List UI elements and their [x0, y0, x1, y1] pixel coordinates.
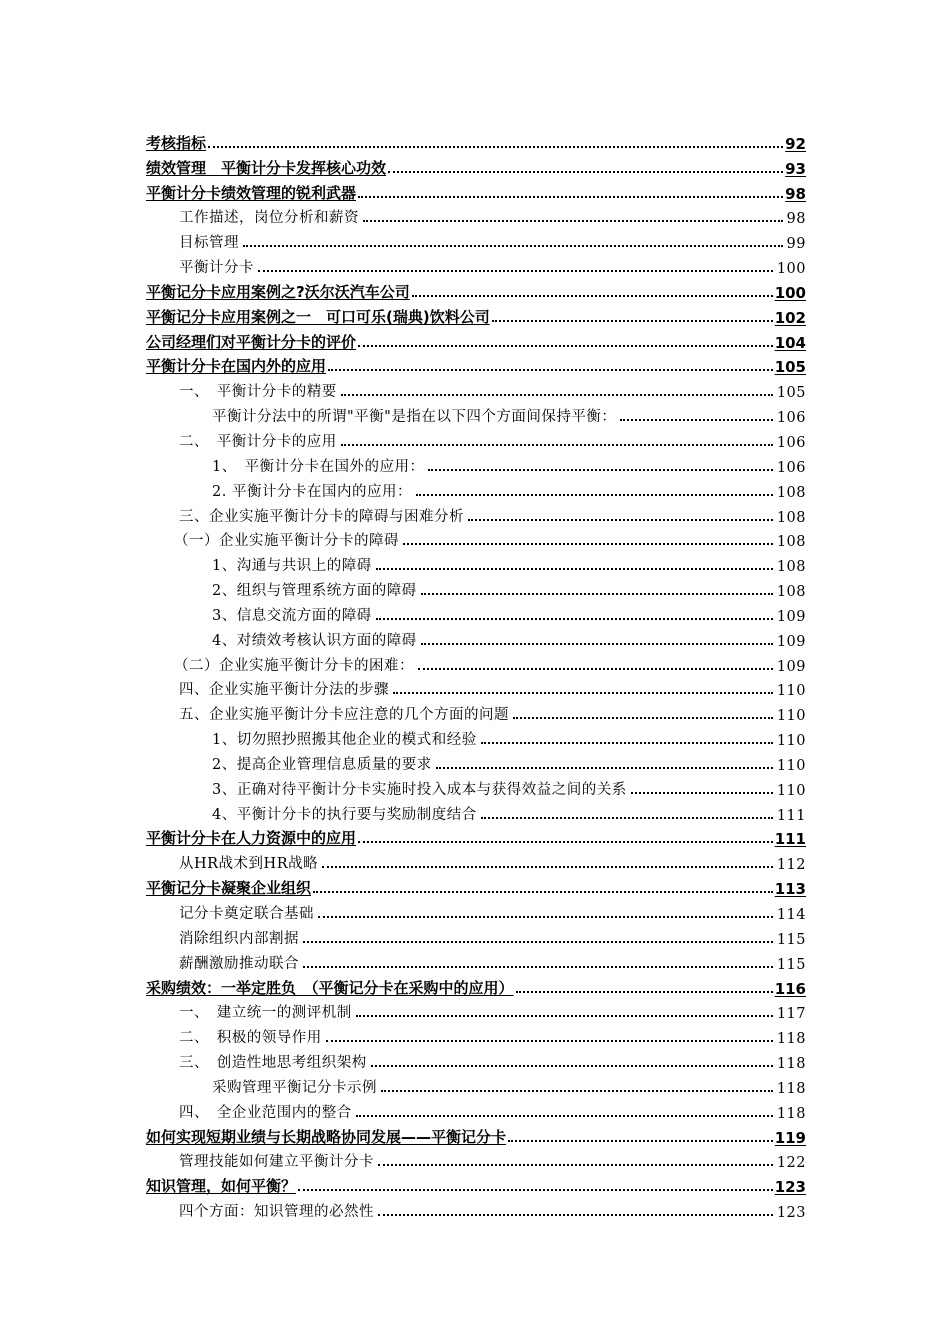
dot-leader [258, 270, 773, 272]
toc-entry[interactable] [146, 401, 806, 426]
toc-entry-page-number: 118 [776, 1105, 806, 1122]
dot-leader [322, 866, 773, 868]
dot-leader [376, 618, 773, 620]
toc-entry-title: 公司经理们对平衡计分卡的评价 [146, 332, 357, 351]
toc-entry-page-number: 106 [776, 434, 806, 451]
toc-entry-page-number: 123 [776, 1205, 806, 1222]
toc-entry-page-number: 104 [774, 333, 806, 352]
dot-leader [378, 1164, 773, 1166]
toc-entry[interactable] [146, 203, 806, 228]
toc-heading-entry[interactable] [146, 873, 806, 898]
toc-entry-page-number: 109 [776, 633, 806, 650]
toc-entry-title: 三、 创造性地思考组织架构 [179, 1055, 367, 1072]
toc-entry-title: 二、 积极的领导作用 [179, 1030, 322, 1047]
toc-entry-page-number: 115 [776, 931, 806, 948]
toc-entry-title: 如何实现短期业绩与长期战略协同发展——平衡记分卡 [146, 1127, 507, 1146]
toc-entry-title: 4、对绩效考核认识方面的障碍 [212, 632, 417, 649]
toc-entry-title: 薪酬激励推动联合 [179, 955, 299, 972]
toc-entry[interactable] [146, 1147, 806, 1172]
dot-leader [403, 543, 773, 545]
toc-entry-title: 考核指标 [146, 133, 207, 152]
toc-entry-title: 一、 平衡计分卡的精要 [179, 384, 337, 401]
toc-entry-page-number: 117 [776, 1006, 806, 1023]
toc-entry-page-number: 110 [776, 708, 806, 725]
toc-heading-entry[interactable] [146, 302, 806, 327]
toc-entry-title: 4、平衡计分卡的执行要与奖励制度结合 [212, 806, 477, 823]
toc-entry-title: 3、信息交流方面的障碍 [212, 607, 372, 624]
dot-leader [378, 1214, 773, 1216]
toc-entry-title: （一）企业实施平衡计分卡的障碍 [174, 533, 399, 550]
toc-entry-page-number: 110 [776, 683, 806, 700]
toc-entry-title: 绩效管理 平衡计分卡发挥核心功效 [146, 158, 387, 177]
toc-heading-entry[interactable] [146, 1122, 806, 1147]
toc-entry-title: 知识管理，如何平衡？ [146, 1177, 297, 1196]
toc-entry[interactable] [146, 426, 806, 451]
toc-heading-entry[interactable] [146, 153, 806, 178]
dot-leader [381, 1090, 773, 1092]
toc-entry[interactable] [146, 252, 806, 277]
toc-entry-page-number: 108 [776, 509, 806, 526]
toc-entry[interactable] [146, 227, 806, 252]
dot-leader [356, 1015, 773, 1017]
toc-entry-page-number: 108 [776, 584, 806, 601]
dot-leader [412, 295, 773, 297]
dot-leader [376, 568, 773, 570]
toc-entry-page-number: 115 [776, 956, 806, 973]
toc-entry-title: 1、切勿照抄照搬其他企业的模式和经验 [212, 732, 477, 749]
dot-leader [298, 1189, 773, 1191]
toc-entry[interactable] [146, 1072, 806, 1097]
toc-entry-page-number: 111 [774, 830, 806, 849]
toc-entry-title: 2. 平衡计分卡在国内的应用： [212, 483, 412, 500]
dot-leader [492, 320, 773, 322]
toc-entry[interactable] [146, 724, 806, 749]
toc-entry[interactable] [146, 376, 806, 401]
toc-entry-title: 平衡计分法中的所谓"平衡"是指在以下四个方面间保持平衡： [212, 409, 617, 426]
toc-entry-title: 平衡计分卡绩效管理的锐利武器 [146, 183, 357, 202]
dot-leader [481, 817, 773, 819]
dot-leader [318, 916, 773, 918]
toc-entry[interactable] [146, 998, 806, 1023]
dot-leader [513, 717, 773, 719]
toc-entry-title: 一、 建立统一的测评机制 [179, 1005, 352, 1022]
dot-leader [428, 469, 772, 471]
toc-entry[interactable] [146, 675, 806, 700]
toc-entry-title: 采购管理平衡记分卡示例 [212, 1079, 377, 1096]
toc-entry[interactable] [146, 1022, 806, 1047]
toc-entry-title: 1、沟通与共识上的障碍 [212, 558, 372, 575]
toc-entry-page-number: 106 [776, 410, 806, 427]
toc-entry-title: 三、企业实施平衡计分卡的障碍与困难分析 [179, 508, 464, 525]
toc-heading-entry[interactable] [146, 352, 806, 377]
toc-entry[interactable] [146, 600, 806, 625]
toc-entry-page-number: 98 [786, 211, 806, 228]
toc-entry-title: 平衡记分卡凝聚企业组织 [146, 879, 312, 898]
toc-entry[interactable] [146, 774, 806, 799]
dot-leader [631, 792, 773, 794]
dot-leader [341, 444, 773, 446]
dot-leader [481, 742, 773, 744]
toc-entry[interactable] [146, 898, 806, 923]
dot-leader [358, 196, 783, 198]
toc-entry-page-number: 102 [774, 308, 806, 327]
toc-entry-title: 平衡计分卡在人力资源中的应用 [146, 829, 357, 848]
dot-leader [508, 1140, 773, 1142]
toc-entry-title: 2、提高企业管理信息质量的要求 [212, 756, 432, 773]
toc-entry-title: 四、企业实施平衡计分法的步骤 [179, 682, 389, 699]
toc-entry-page-number: 98 [785, 184, 806, 203]
toc-entry-page-number: 114 [776, 907, 806, 923]
dot-leader [421, 643, 773, 645]
dot-leader [371, 1065, 773, 1067]
dot-leader [516, 991, 773, 993]
toc-entry[interactable] [146, 948, 806, 973]
toc-entry-title: 四、 全企业范围内的整合 [179, 1104, 352, 1121]
toc-entry-title: 管理技能如何建立平衡计分卡 [179, 1154, 374, 1171]
dot-leader [303, 966, 773, 968]
toc-entry-title: 2、组织与管理系统方面的障碍 [212, 583, 417, 600]
toc-entry[interactable] [146, 451, 806, 476]
toc-entry-page-number: 118 [776, 1031, 806, 1048]
dot-leader [358, 345, 773, 347]
toc-entry-page-number: 108 [776, 534, 806, 551]
toc-heading-entry[interactable] [146, 178, 806, 203]
toc-entry-page-number: 100 [776, 261, 806, 278]
toc-heading-entry[interactable] [146, 128, 806, 153]
toc-entry-page-number: 108 [776, 484, 806, 501]
toc-entry[interactable] [146, 1196, 806, 1221]
dot-leader [363, 220, 783, 222]
dot-leader [341, 394, 773, 396]
toc-entry-page-number: 116 [774, 979, 806, 998]
toc-entry-title: 平衡计分卡 [179, 260, 254, 277]
toc-entry-page-number: 110 [776, 782, 806, 799]
toc-entry[interactable] [146, 650, 806, 675]
toc-entry-page-number: 122 [776, 1155, 806, 1172]
toc-entry[interactable] [146, 501, 806, 526]
toc-heading-entry[interactable] [146, 973, 806, 998]
toc-entry-title: 消除组织内部割据 [179, 930, 299, 947]
toc-entry-page-number: 118 [776, 1080, 806, 1097]
dot-leader [328, 369, 773, 371]
toc-entry-page-number: 105 [776, 385, 806, 402]
toc-entry-page-number: 113 [774, 880, 806, 899]
toc-entry-title: 3、正确对待平衡计分卡实施时投入成本与获得效益之间的关系 [212, 781, 627, 798]
dot-leader [416, 494, 773, 496]
toc-entry-page-number: 110 [776, 757, 806, 774]
toc-entry-title: 采购绩效：一举定胜负 （平衡记分卡在采购中的应用） [146, 978, 514, 997]
table-of-contents [146, 128, 806, 1221]
toc-entry[interactable] [146, 848, 806, 873]
toc-entry-page-number: 110 [776, 733, 806, 750]
toc-entry-page-number: 109 [776, 658, 806, 675]
toc-entry-title: 平衡记分卡应用案例之一 可口可乐(瑞典)饮料公司 [146, 307, 490, 326]
dot-leader [326, 1040, 773, 1042]
toc-entry-title: 目标管理 [179, 235, 239, 252]
toc-entry-page-number: 93 [785, 159, 806, 178]
toc-entry-title: 记分卡奠定联合基础 [179, 906, 314, 922]
dot-leader [418, 668, 773, 670]
toc-heading-entry[interactable] [146, 1171, 806, 1196]
toc-entry-title: 平衡记分卡应用案例之?沃尔沃汽车公司 [146, 282, 410, 301]
toc-entry-page-number: 118 [776, 1056, 806, 1073]
toc-entry-page-number: 105 [774, 358, 806, 377]
toc-entry[interactable] [146, 526, 806, 551]
dot-leader [243, 245, 783, 247]
dot-leader [620, 419, 772, 421]
dot-leader [436, 767, 773, 769]
dot-leader [468, 519, 773, 521]
toc-entry-title: 从HR战术到HR战略 [179, 856, 319, 873]
toc-entry-page-number: 99 [786, 236, 806, 253]
toc-entry[interactable] [146, 575, 806, 600]
toc-entry-page-number: 100 [774, 283, 806, 302]
toc-heading-entry[interactable] [146, 327, 806, 352]
dot-leader [388, 171, 783, 173]
toc-entry[interactable] [146, 1047, 806, 1072]
toc-entry-page-number: 119 [774, 1128, 806, 1147]
toc-entry[interactable] [146, 1097, 806, 1122]
dot-leader [393, 692, 773, 694]
toc-entry-page-number: 112 [776, 857, 806, 874]
toc-entry-title: 平衡计分卡在国内外的应用 [146, 357, 327, 376]
toc-entry[interactable] [146, 923, 806, 948]
dot-leader [356, 1115, 773, 1117]
toc-entry-title: 工作描述，岗位分析和薪资 [179, 210, 359, 227]
dot-leader [303, 941, 773, 943]
toc-entry-title: 五、企业实施平衡计分卡应注意的几个方面的问题 [179, 707, 509, 724]
toc-entry-title: 二、 平衡计分卡的应用 [179, 433, 337, 450]
toc-entry-title: 四个方面：知识管理的必然性 [179, 1204, 374, 1221]
toc-entry[interactable] [146, 699, 806, 724]
dot-leader [208, 146, 783, 148]
toc-entry-page-number: 111 [776, 807, 806, 824]
toc-entry-page-number: 123 [774, 1178, 806, 1197]
toc-entry-page-number: 92 [785, 134, 806, 153]
toc-entry[interactable] [146, 550, 806, 575]
toc-heading-entry[interactable] [146, 277, 806, 302]
toc-entry-page-number: 109 [776, 608, 806, 625]
dot-leader [313, 891, 773, 893]
toc-entry[interactable] [146, 476, 806, 501]
toc-entry-page-number: 106 [776, 459, 806, 476]
toc-entry-title: （二）企业实施平衡计分卡的困难： [174, 657, 414, 674]
toc-entry-page-number: 108 [776, 559, 806, 576]
toc-entry[interactable] [146, 799, 806, 824]
toc-entry[interactable] [146, 749, 806, 774]
dot-leader [421, 593, 773, 595]
toc-entry-title: 1、 平衡计分卡在国外的应用： [212, 458, 425, 475]
toc-heading-entry[interactable] [146, 824, 806, 849]
toc-entry[interactable] [146, 625, 806, 650]
dot-leader [358, 841, 773, 843]
